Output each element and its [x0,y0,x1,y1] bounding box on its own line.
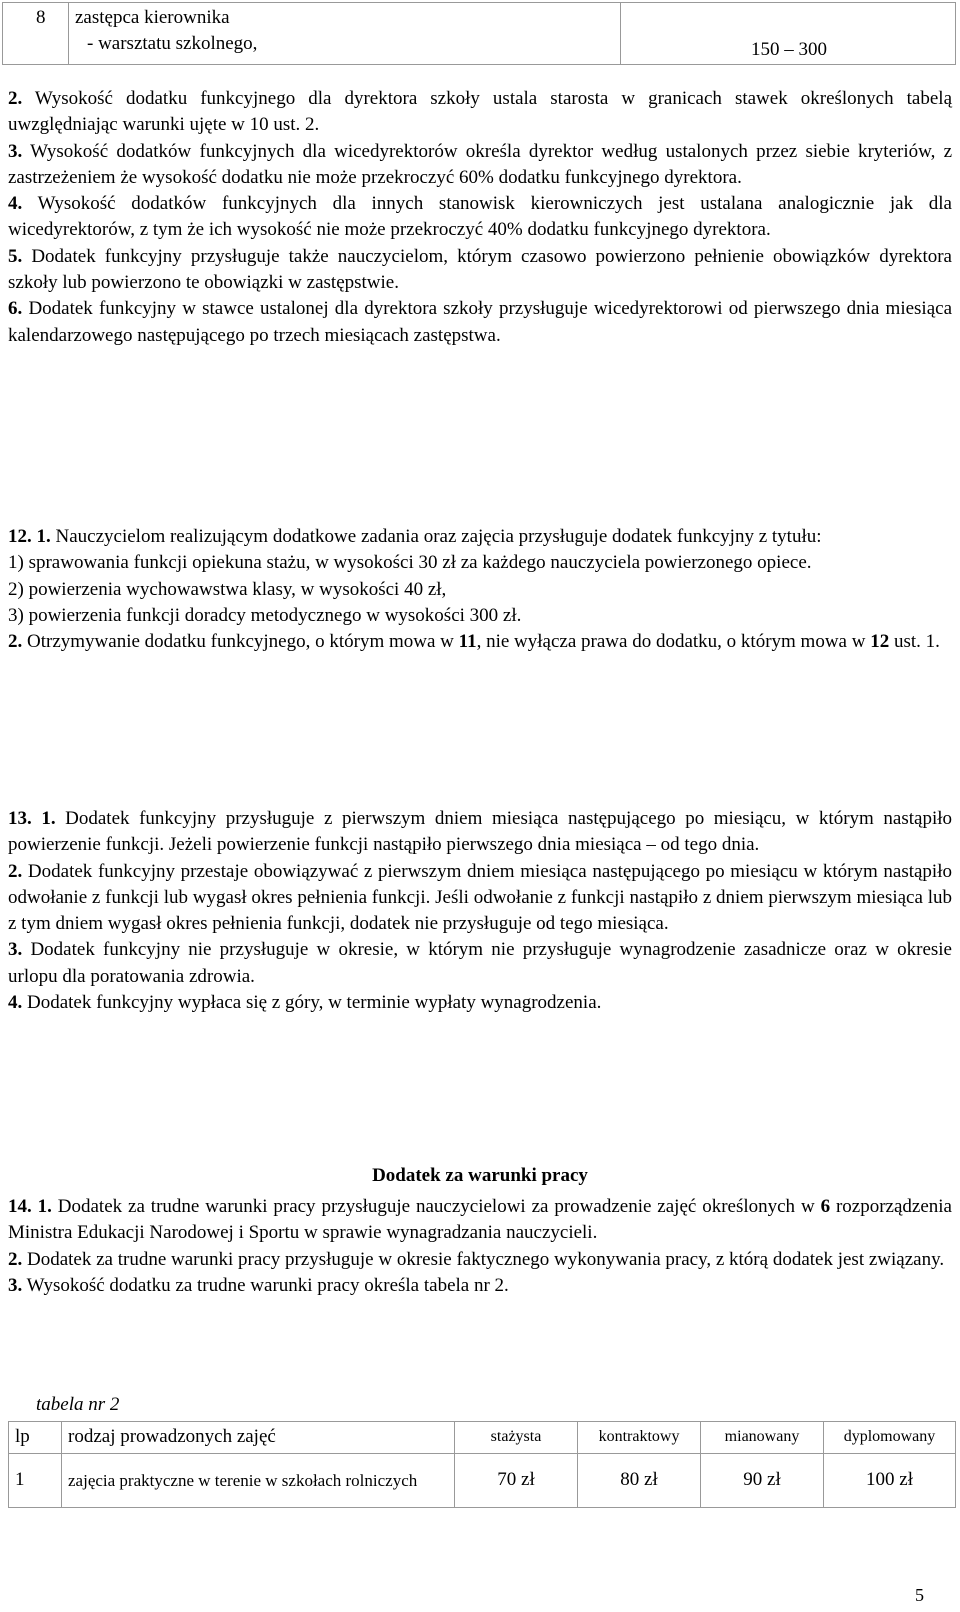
table-cell: 100 zł [824,1454,956,1508]
paragraph-text: Wysokość dodatków funkcyjnych dla innych stanowisk kierowniczych jest ustalana analogicznie jak dla wicedyrektorów, z tym że ich wysokość nie może przekroczyć 40% dodatku funkcyjnego dyrektora. [8,193,952,241]
paragraph [8,139,952,192]
position-line-1: zastępca kierownika [75,7,230,28]
paragraph [8,990,952,1016]
section-number: 14. 1. [8,1196,52,1217]
paragraph-text: Dodatek za trudne warunki pracy przysługuje w okresie faktycznego wykonywania pracy, z którą dodatek jest związany. [22,1248,945,1270]
column-header: mianowany [701,1422,824,1454]
paragraph-number: 2. [8,860,23,882]
section-11-continuation [8,86,952,349]
paragraph-number: 3. [8,1274,23,1296]
paragraph-text: , nie wyłącza prawa do dodatku, o którym mowa w [476,631,871,653]
paragraph-text: Dodatek funkcyjny w stawce ustalonej dla dyrektora szkoły przysługuje wicedyrektorowi od pierwszego dnia miesiąca kalendarzowego następującego po trzech miesiącach zastępstwa. [8,298,952,346]
working-conditions-table [8,1421,956,1508]
section-12 [8,524,952,655]
paragraph [8,806,952,859]
section-reference: 12 [870,631,890,653]
page-number: 5 [915,1585,924,1605]
column-header: rodzaj prowadzonych zajęć [62,1422,455,1454]
paragraph-text: Otrzymywanie dodatku funkcyjnego, o którym mowa w [22,631,459,653]
paragraph-number: 2. [8,88,23,109]
section-reference: 6 [820,1196,831,1217]
paragraph-text: Wysokość dodatków funkcyjnych dla wicedyrektorów określa dyrektor według ustalonych przez siebie kryteriów, z zastrzeżeniem że wysokość dodatku nie może przekroczyć 60% dodatku funkcyjnego dyrektora. [8,140,952,188]
table-row [9,1454,956,1508]
paragraph [8,859,952,938]
range-cell: 150 – 300 [621,3,956,65]
paragraph-text: rozporządzenia Ministra Edukacji Narodowej i Sportu w sprawie wynagradzania nauczycieli. [8,1196,952,1244]
column-header: dyplomowany [824,1422,956,1454]
table-caption: tabela nr 2 [36,1394,120,1415]
section-number: 12. 1. [8,526,51,547]
paragraph-number: 5. [8,245,23,267]
paragraph [8,191,952,244]
paragraph-text: Dodatek funkcyjny wypłaca się z góry, w terminie wypłaty wynagrodzenia. [22,992,602,1014]
table-header-row [9,1422,956,1454]
paragraph [8,244,952,297]
paragraph-number: 3. [8,939,23,961]
section-number: 13. 1. [8,808,56,829]
paragraph [8,86,952,139]
section-13 [8,806,952,1016]
position-cell [69,3,621,65]
paragraph-text: ust. 1. [889,631,940,653]
paragraph-number: 2. [8,631,23,653]
paragraph-number: 6. [8,298,23,320]
paragraph-text: Dodatek funkcyjny przysługuje także nauczycielom, którym czasowo powierzono pełnienie obowiązków dyrektora szkoły lub powierzono te obowiązki w zastępstwie. [8,245,952,294]
table-cell: 70 zł [455,1454,578,1508]
list-item: 1) sprawowania funkcji opiekuna stażu, w wysokości 30 zł za każdego nauczyciela powierzonego opiece. [8,552,812,574]
table-cell: 90 zł [701,1454,824,1508]
paragraph-text: Dodatek funkcyjny przestaje obowiązywać z pierwszym dniem miesiąca następującego po miesiącu w którym nastąpiło odwołanie z funkcji lub wygasł okres pełnienia funkcji. Jeśli odwołanie z funkcji nastąpiło z dniem pierwszym miesiąca lub z tym dniem wygasł okres pełnienia funkcji, dodatek nie przysługuje od tego miesiąca. [8,860,952,935]
paragraph-number: 2. [8,1248,23,1270]
section-reference: 11 [458,631,477,653]
table-cell: 1 [9,1454,62,1508]
paragraph-number: 4. [8,992,23,1014]
paragraph [8,1194,952,1247]
paragraph-text: Nauczycielom realizującym dodatkowe zadania oraz zajęcia przysługuje dodatek funkcyjny z tytułu: [50,526,822,547]
paragraph-number: 4. [8,193,23,215]
list-item: 2) powierzenia wychowawstwa klasy, w wysokości 40 zł, [8,578,447,600]
allowance-table-fragment [2,2,956,65]
paragraph-text: Wysokość dodatku za trudne warunki pracy określa tabela nr 2. [22,1274,509,1296]
column-header: stażysta [455,1422,578,1454]
column-header: lp [9,1422,62,1454]
table-cell: 80 zł [578,1454,701,1508]
paragraph-text: Dodatek za trudne warunki pracy przysługuje nauczycielowi za prowadzenie zajęć określonych w [51,1196,821,1217]
list-item: 3) powierzenia funkcji doradcy metodycznego w wysokości 300 zł. [8,604,522,626]
section-heading: Dodatek za warunki pracy [372,1165,588,1186]
paragraph-text: Dodatek funkcyjny nie przysługuje w okresie, w którym nie przysługuje wynagrodzenie zasadnicze oraz w okresie urlopu dla poratowania zdrowia. [8,939,952,987]
table-cell: zajęcia praktyczne w terenie w szkołach rolniczych [62,1454,455,1508]
paragraph [8,296,952,349]
table-row [3,3,956,65]
paragraph-number: 3. [8,140,23,162]
paragraph [8,937,952,990]
paragraph [8,1247,952,1273]
paragraph-text: Dodatek funkcyjny przysługuje z pierwszym dniem miesiąca następującego po miesiącu, w którym nastąpiło powierzenie funkcji. Jeżeli powierzenie funkcji nastąpiło pierwszego dnia miesiąca – od tego dnia. [8,808,952,856]
paragraph-text: Wysokość dodatku funkcyjnego dla dyrektora szkoły ustala starosta w granicach stawek określonych tabelą uwzględniając warunki ujęte w 10 ust. 2. [8,88,952,136]
paragraph [8,524,952,550]
position-line-2: - warsztatu szkolnego, [87,33,258,55]
row-number: 8 [3,3,69,65]
paragraph [8,1273,952,1299]
column-header: kontraktowy [578,1422,701,1454]
section-14 [8,1194,952,1299]
paragraph [8,629,952,655]
